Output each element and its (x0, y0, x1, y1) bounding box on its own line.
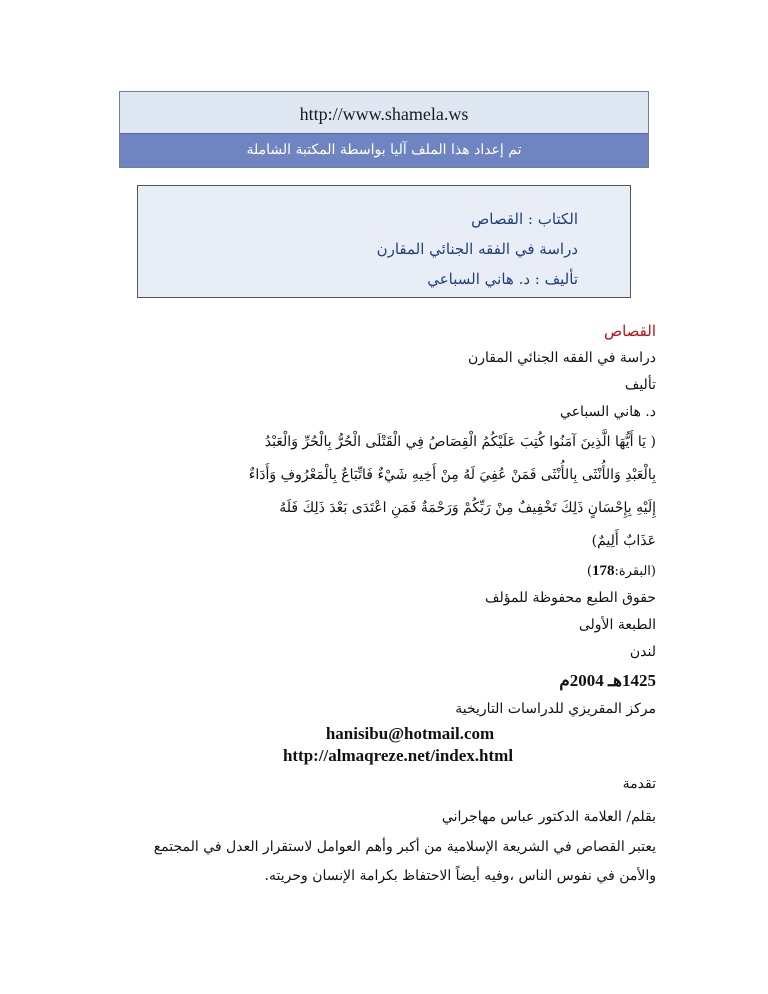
introduction-paragraph: يعتبر القصاص في الشريعة الإسلامية من أكبر وأهم العوامل لاستقرار العدل في المجتمع والأمن في نفوس الناس ،وفيه أيضاً الاحتفاظ بكرامة الإنسان وحريته. (153, 839, 656, 884)
email-address: hanisibu@hotmail.com (325, 724, 495, 743)
introduction-label: تقدمة (622, 776, 656, 792)
verse-line: عَذَابٌ أَلِيمٌ) (591, 533, 656, 549)
info-book-title: الكتاب : القصاص (471, 210, 578, 228)
publication-year: 1425هـ 2004م (559, 671, 656, 690)
publisher: مركز المقريزي للدراسات التاريخية (455, 701, 656, 717)
city: لندن (629, 644, 656, 660)
author-name: د. هاني السباعي (560, 404, 656, 420)
introduction-author: بقلم/ العلامة الدكتور عباس مهاجراني (441, 809, 656, 825)
verse-ref-label: (البقرة: (614, 564, 656, 579)
authored-label: تأليف (624, 377, 656, 393)
verse-line: ( يَا أَيُّهَا الَّذِينَ آمَنُوا كُتِبَ عَلَيْكُمُ الْقِصَاصُ فِي الْقَتْلَى الْحُرُّ بِالْحُرِّ وَالْعَبْدُ (264, 434, 656, 450)
document-subtitle: دراسة في الفقه الجنائي المقارن (468, 350, 656, 366)
quran-verse (140, 426, 656, 558)
verse-line: إِلَيْهِ بِإِحْسَانٍ ذَلِكَ تَخْفِيفٌ مِنْ رَبِّكُمْ وَرَحْمَةٌ فَمَنِ اعْتَدَى بَعْدَ ذَلِكَ فَلَهُ (279, 500, 656, 516)
info-subtitle: دراسة في الفقه الجنائي المقارن (376, 240, 578, 258)
book-info-box (137, 185, 631, 298)
edition: الطبعة الأولى (578, 617, 656, 633)
document-body (140, 318, 656, 891)
verse-ref-number: 178 (591, 563, 615, 579)
header-url: http://www.shamela.ws (299, 104, 469, 124)
info-author: تأليف : د. هاني السباعي (427, 270, 578, 288)
verse-ref-close: ) (586, 564, 592, 579)
website-url: http://almaqreze.net/index.html (282, 746, 514, 765)
copyright-notice: حقوق الطبع محفوظة للمؤلف (485, 590, 656, 606)
shamela-header-box (119, 91, 649, 168)
verse-line: بِالْعَبْدِ وَالأُنْثَى بِالأُنْثَى فَمَنْ عُفِيَ لَهُ مِنْ أَخِيهِ شَيْءٌ فَاتِّبَاعٌ بِالْمَعْرُوفِ وَأَدَاءٌ (248, 467, 656, 483)
header-note: تم إعداد هذا الملف آليا بواسطة المكتبة الشاملة (120, 133, 648, 167)
document-title: القصاص (603, 322, 656, 340)
verse-reference (140, 558, 656, 585)
